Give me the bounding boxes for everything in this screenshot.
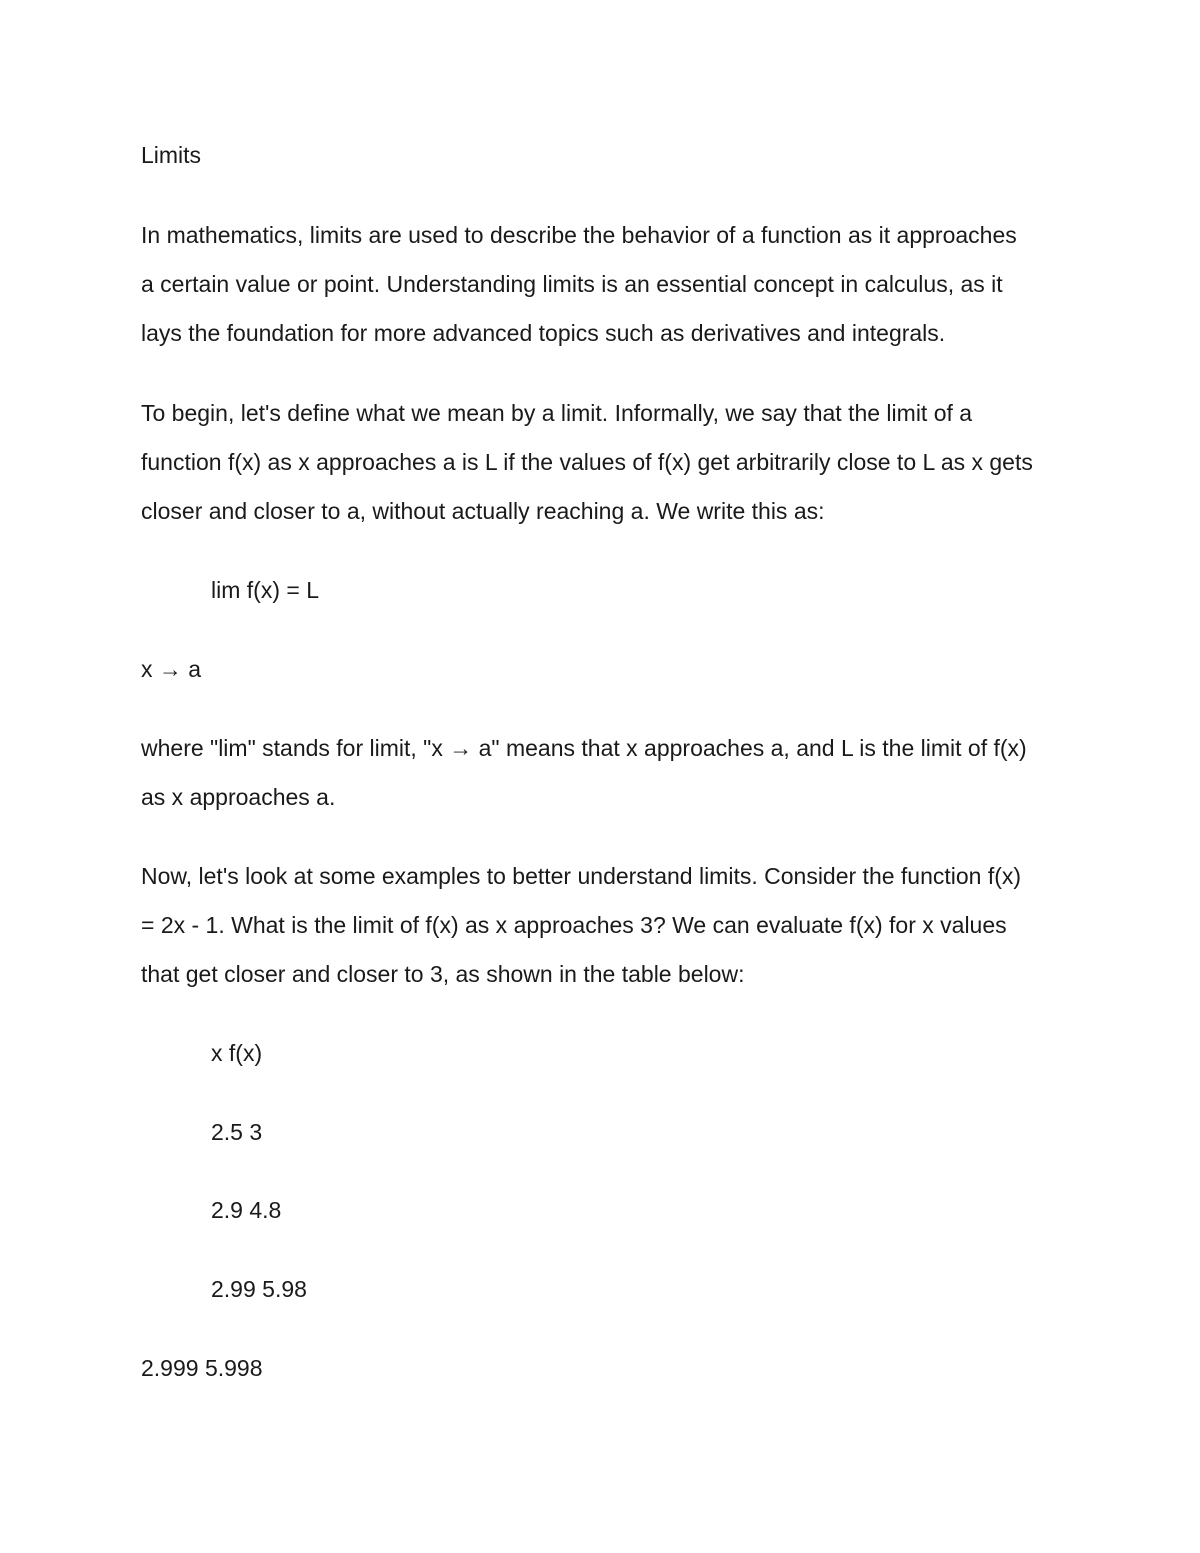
definition-line-3: closer and closer to a, without actually reaching a. We write this as: <box>141 498 825 524</box>
table-row: 2.9 4.8 <box>211 1197 282 1223</box>
intro-line-3: lays the foundation for more advanced topics such as derivatives and integrals. <box>141 320 946 346</box>
explanation-line-1: where "lim" stands for limit, "x → a" means that x approaches a, and L is the limit of f(x) <box>141 735 1027 761</box>
page-title: Limits <box>141 142 202 168</box>
limit-subscript: x → a <box>141 656 202 682</box>
example-line-2: = 2x - 1. What is the limit of f(x) as x approaches 3? We can evaluate f(x) for x values <box>141 912 1007 938</box>
definition-line-2: function f(x) as x approaches a is L if the values of f(x) get arbitrarily close to L as x gets <box>141 449 1033 475</box>
table-header: x f(x) <box>211 1040 263 1066</box>
definition-line-1: To begin, let's define what we mean by a limit. Informally, we say that the limit of a <box>141 400 973 426</box>
table-row: 2.5 3 <box>211 1119 263 1145</box>
table-row: 2.99 5.98 <box>211 1276 307 1302</box>
explanation-line-2: as x approaches a. <box>141 784 336 810</box>
limit-formula: lim f(x) = L <box>211 577 319 603</box>
example-line-3: that get closer and closer to 3, as shown in the table below: <box>141 961 745 987</box>
example-line-1: Now, let's look at some examples to better understand limits. Consider the function f(x) <box>141 863 1022 889</box>
intro-line-2: a certain value or point. Understanding limits is an essential concept in calculus, as it <box>141 271 1003 297</box>
table-row: 2.999 5.998 <box>141 1355 263 1381</box>
intro-line-1: In mathematics, limits are used to describe the behavior of a function as it approaches <box>141 222 1017 248</box>
